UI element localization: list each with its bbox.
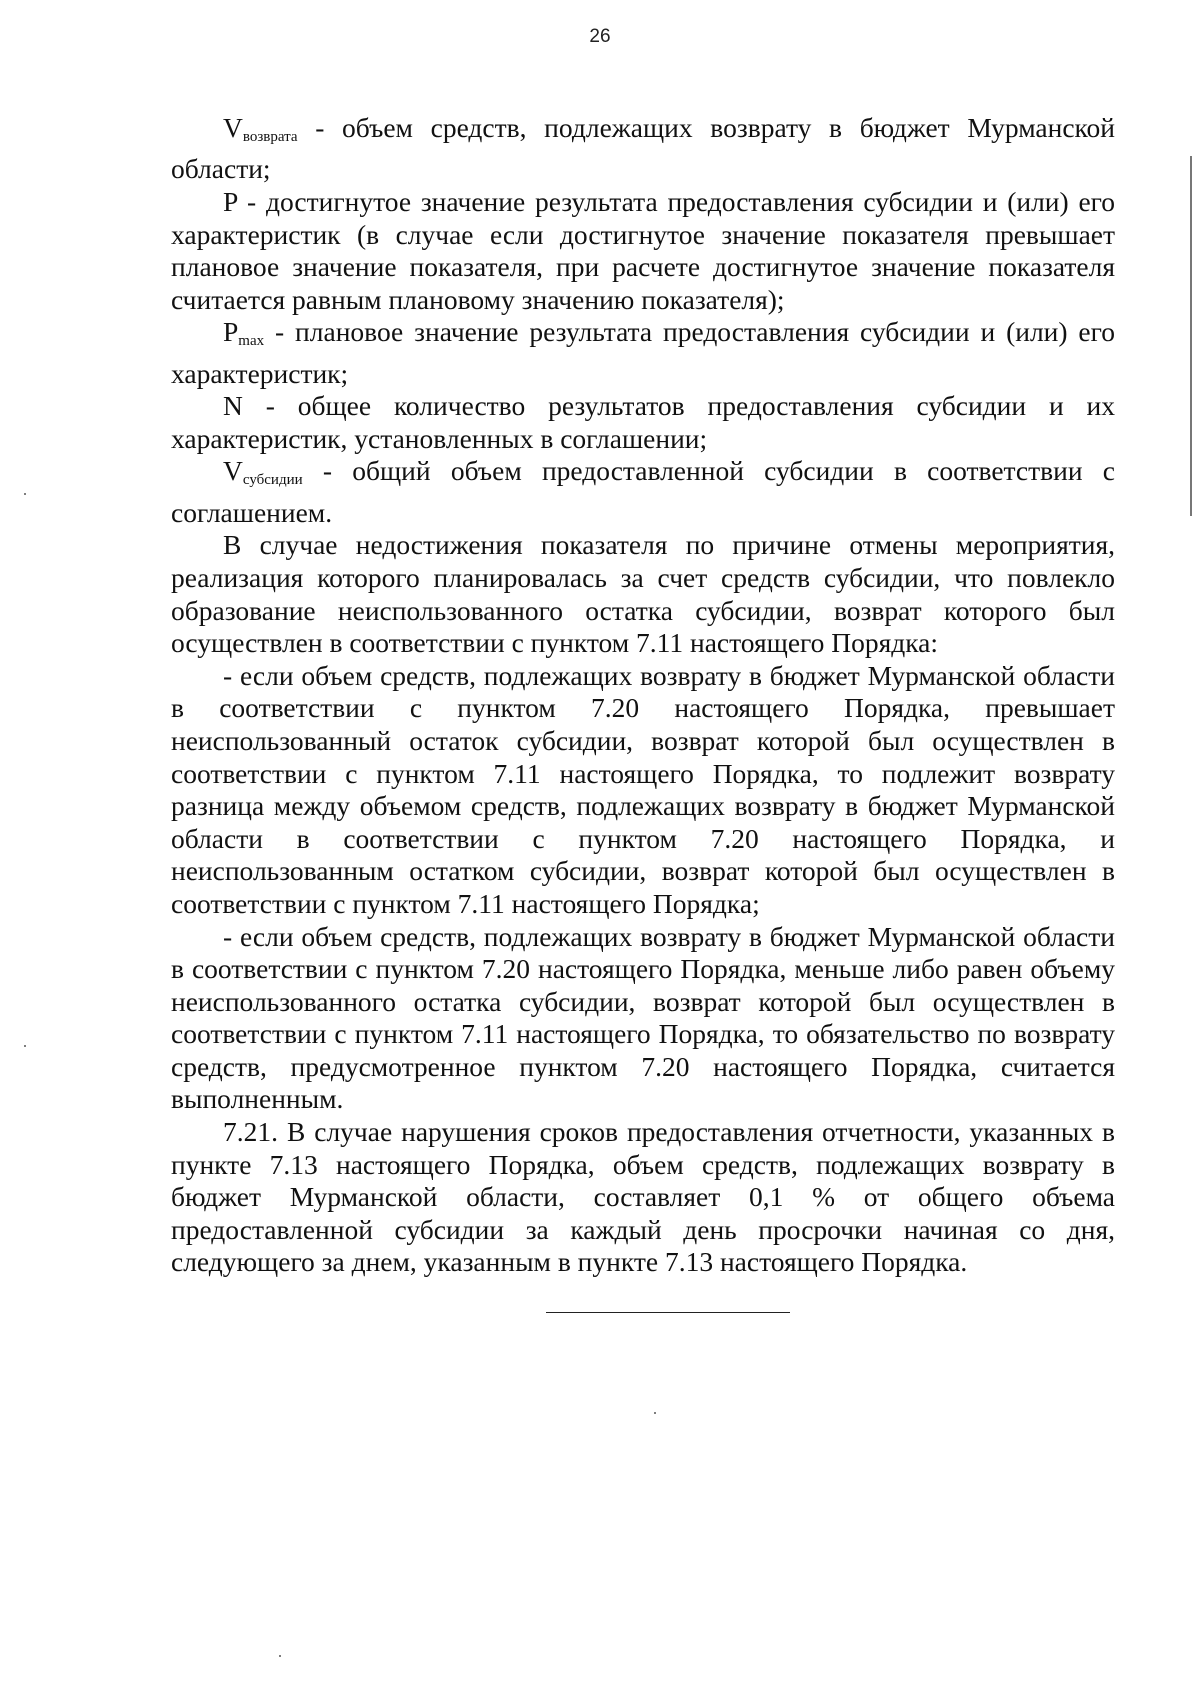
formula-subscript: субсидии [242, 472, 303, 489]
end-of-document-line [546, 1312, 790, 1313]
list-item: - если объем средств, подлежащих возврату в бюджет Мурманской области в соответствии с пунктом 7.20 настоящего Порядка, меньше либо равен объему неиспользованного остатка субсидии, возврат которой был осуществлен в соответствии с пунктом 7.11 настоящего Порядка, то обязательство по возврату средств, предусмотренное пунктом 7.20 настоящего Порядка, считается выполненным. [171, 920, 1115, 1115]
definition-p-max [171, 316, 1115, 390]
document-body [171, 112, 1115, 1279]
formula-symbol: V [223, 455, 243, 487]
scan-margin-mark [1190, 156, 1192, 516]
definition-text: - объем средств, подлежащих возврату в бюджет Мурманской области; [171, 112, 1115, 185]
list-item: - если объем средств, подлежащих возврату в бюджет Мурманской области в соответствии с пунктом 7.20 настоящего Порядка, превышает неиспользованный остаток субсидии, возврат которой был осуществлен в соответствии с пунктом 7.11 настоящего Порядка, то подлежит возврату разница между объемом средств, подлежащих возврату в бюджет Мурманской области в соответствии с пунктом 7.20 настоящего Порядка, и неиспользованным остатком субсидии, возврат которой был осуществлен в соответствии с пунктом 7.11 настоящего Порядка; [171, 659, 1115, 919]
definition-v-subsidy [171, 455, 1115, 529]
scan-speck [24, 493, 26, 495]
scan-speck [24, 1045, 26, 1047]
formula-symbol: P [223, 185, 238, 217]
scan-speck [279, 1655, 281, 1657]
page-number: 26 [589, 26, 611, 47]
definition-n [171, 390, 1115, 455]
definition-v-return [171, 112, 1115, 186]
formula-subscript: возврата [242, 128, 298, 145]
definition-text: - достигнутое значение результата предоставления субсидии и (или) его характеристик (в случае если достигнутое значение показателя превышает плановое значение показателя, при расчете достигнутое значение показателя считается равным плановому значению показателя); [171, 185, 1115, 315]
body-paragraph: В случае недостижения показателя по причине отмены мероприятия, реализация которого планировалась за счет средств субсидии, что повлекло образование неиспользованного остатка субсидии, возврат которого был осуществлен в соответствии с пунктом 7.11 настоящего Порядка: [171, 529, 1115, 659]
formula-symbol: N [223, 390, 243, 422]
definition-text: - общий объем предоставленной субсидии в соответствии с соглашением. [171, 455, 1115, 528]
definition-text: - плановое значение результата предоставления субсидии и (или) его характеристик; [171, 316, 1115, 389]
formula-subscript: max [238, 333, 265, 350]
formula-symbol: P [223, 316, 239, 348]
definition-text: - общее количество результатов предоставления субсидии и их характеристик, установленных в соглашении; [171, 390, 1115, 454]
scan-speck [654, 1412, 656, 1414]
formula-symbol: V [223, 112, 243, 143]
definition-p [171, 186, 1115, 316]
clause-7-21: 7.21. В случае нарушения сроков предоставления отчетности, указанных в пункте 7.13 настоящего Порядка, объем средств, подлежащих возврату в бюджет Мурманской области, составляет 0,1 % от общего объема предоставленной субсидии за каждый день просрочки начиная со дня, следующего за днем, указанным в пункте 7.13 настоящего Порядка. [171, 1116, 1115, 1278]
